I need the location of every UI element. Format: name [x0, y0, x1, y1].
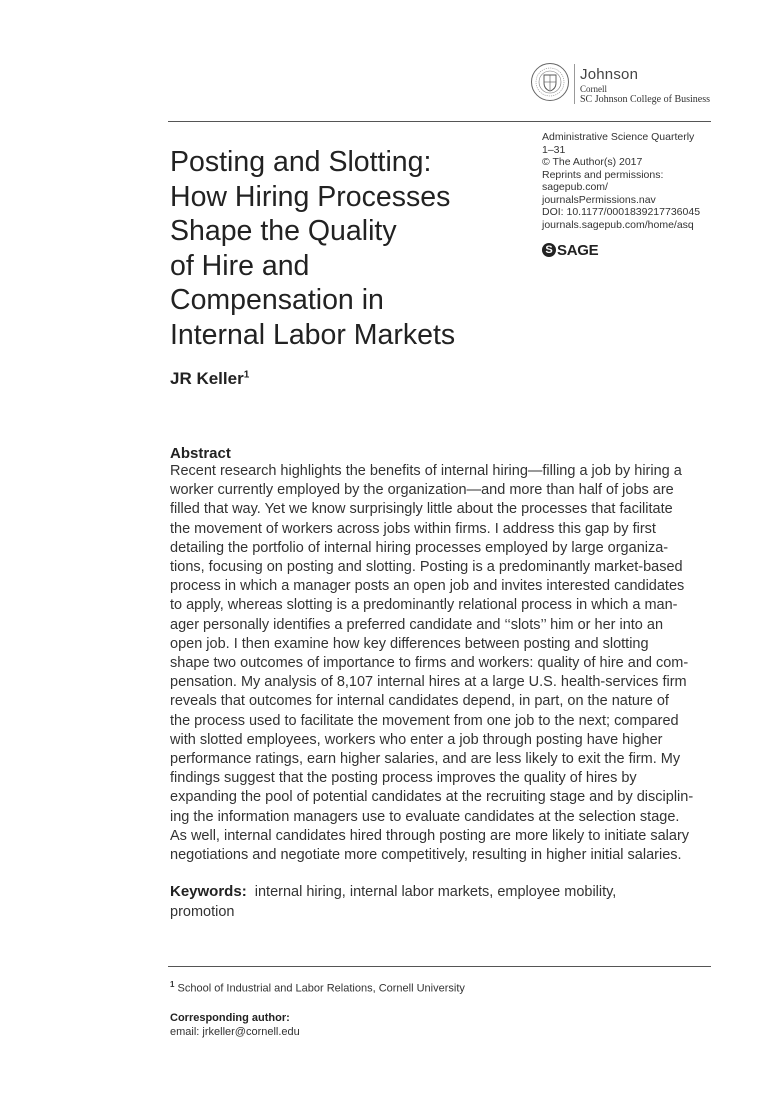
abstract-line: As well, internal candidates hired through posting are more likely to initiate salary	[170, 827, 690, 844]
abstract-line: to apply, whereas slotting is a predominantly relational process in which a man-	[170, 597, 678, 614]
journal-name: Administrative Science Quarterly	[542, 131, 695, 143]
abstract-line: findings suggest that the posting process improves the quality of hires by	[170, 770, 637, 787]
sage-mark-icon: S	[542, 243, 556, 257]
journal-reprints: Reprints and permissions:	[542, 168, 664, 181]
abstract-line: process in which a manager posts an open job and invites interested candidates	[170, 578, 685, 595]
title-line: Posting and Slotting:	[170, 146, 432, 178]
abstract-line: filled that way. Yet we know surprisingly little about the processes that facilitate	[170, 501, 673, 518]
abstract-line: Recent research highlights the benefits of internal hiring—filling a job by hiring a	[170, 463, 682, 479]
keywords	[170, 882, 730, 922]
logo-college-text: SC Johnson College of Business	[580, 94, 711, 105]
title-line: Internal Labor Markets	[170, 318, 456, 351]
logo-cornell-text: Cornell	[580, 84, 607, 94]
journal-info	[542, 131, 742, 231]
keywords-list: internal hiring, internal labor markets, employee mobility,	[254, 884, 617, 900]
author-affiliation-marker: 1	[243, 369, 250, 381]
abstract-line: ing the information managers use to evaluate candidates at the selection stage.	[170, 808, 680, 825]
footnote-rule	[168, 966, 711, 967]
keywords-list-continued: promotion	[170, 903, 235, 920]
title-line: of Hire and	[170, 249, 310, 282]
corresponding-author-heading: Corresponding author:	[170, 1012, 290, 1024]
title-line: How Hiring Processes	[170, 180, 451, 213]
abstract-line: expanding the pool of potential candidates at the recruiting stage and by disciplin-	[170, 789, 694, 806]
abstract-body	[170, 462, 730, 865]
journal-pages: 1–31	[542, 143, 566, 156]
abstract-heading: Abstract	[170, 445, 231, 462]
journal-doi[interactable]: DOI: 10.1177/0001839217736045	[542, 206, 701, 218]
header-rule	[168, 121, 711, 122]
title-line: Shape the Quality	[170, 215, 397, 247]
journal-homepage[interactable]: journals.sagepub.com/home/asq	[542, 218, 694, 231]
cornell-seal-icon	[530, 62, 570, 102]
author-name-text: JR Keller	[170, 369, 244, 388]
corresponding-author-email[interactable]: email: jrkeller@cornell.edu	[170, 1026, 300, 1038]
journal-reprints-url-2[interactable]: journalsPermissions.nav	[542, 193, 656, 206]
title-line: Compensation in	[170, 284, 384, 316]
logo-divider	[574, 64, 575, 104]
journal-reprints-url-1[interactable]: sagepub.com/	[542, 181, 608, 193]
abstract-line: the process used to facilitate the movement from one job to the next; compared	[170, 712, 679, 729]
abstract-line: negotiations and negotiate more competitively, resulting in higher initial salaries.	[170, 847, 682, 864]
footnote-text: School of Industrial and Labor Relations, Cornell University	[177, 982, 465, 995]
abstract-line: shape two outcomes of importance to firms and workers: quality of hire and com-	[170, 655, 689, 672]
author-name	[170, 369, 249, 389]
abstract-line: ager personally identifies a preferred candidate and ‘‘slots’’ him or her into an	[170, 616, 664, 633]
sage-wordmark: SAGE	[557, 241, 599, 259]
abstract-line: tions, focusing on posting and slotting. Posting is a predominantly market-based	[170, 559, 683, 576]
abstract-line: pensation. My analysis of 8,107 internal hires at a large U.S. health-services firm	[170, 674, 687, 691]
abstract-line: open job. I then examine how key differences between posting and slotting	[170, 635, 649, 652]
affiliation-footnote	[170, 980, 465, 995]
abstract-line: with slotted employees, workers who enter a job through posting have higher	[170, 731, 663, 748]
article-title	[170, 145, 530, 352]
abstract-line: worker currently employed by the organization—and more than half of jobs are	[170, 482, 674, 499]
sage-logo	[542, 242, 598, 258]
journal-copyright: © The Author(s) 2017	[542, 156, 643, 168]
logo-johnson-text: Johnson	[580, 66, 639, 83]
footnote-marker: 1	[170, 980, 175, 989]
keywords-label: Keywords:	[170, 883, 247, 900]
abstract-line: detailing the portfolio of internal hiring processes employed by large organiza-	[170, 539, 669, 556]
abstract-line: reveals that outcomes for internal candidates depend, in part, on the nature of	[170, 693, 669, 710]
abstract-line: performance ratings, earn higher salaries, and are less likely to exit the firm. My	[170, 751, 681, 768]
abstract-line: the movement of workers across jobs within firms. I address this gap by first	[170, 520, 656, 537]
